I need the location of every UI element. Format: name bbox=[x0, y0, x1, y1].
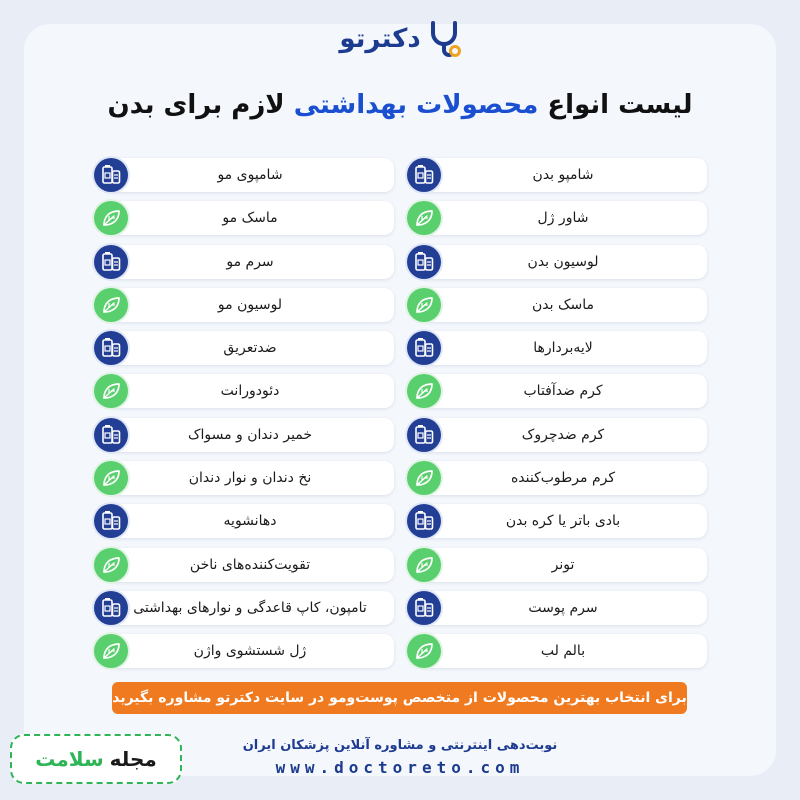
bottle-icon bbox=[94, 158, 128, 192]
bottle-icon bbox=[407, 418, 441, 452]
product-label: خمیر دندان و مسواک bbox=[106, 418, 394, 452]
product-label: لوسیون مو bbox=[106, 288, 394, 322]
product-item bbox=[94, 591, 394, 625]
logo-text: دکترتو bbox=[339, 24, 421, 54]
leaf-icon bbox=[407, 288, 441, 322]
product-label: لایه‌بردارها bbox=[419, 331, 707, 365]
product-label: تامپون، کاپ قاعدگی و نوارهای بهداشتی bbox=[106, 591, 394, 625]
bottle-icon bbox=[94, 245, 128, 279]
product-item bbox=[94, 504, 394, 538]
product-item bbox=[94, 331, 394, 365]
title-part1: لیست انواع bbox=[538, 90, 693, 120]
stethoscope-icon bbox=[427, 19, 461, 59]
product-label: ماسک مو bbox=[106, 201, 394, 235]
brand-logo[interactable] bbox=[0, 14, 800, 64]
footer-url[interactable]: www.doctoreto.com bbox=[275, 758, 525, 777]
bottle-icon bbox=[94, 331, 128, 365]
product-item bbox=[407, 331, 707, 365]
bottle-icon bbox=[407, 331, 441, 365]
product-label: بادی باتر یا کره بدن bbox=[419, 504, 707, 538]
bottle-icon bbox=[94, 591, 128, 625]
product-label: شاور ژل bbox=[419, 201, 707, 235]
bottle-icon bbox=[94, 418, 128, 452]
product-label: سرم مو bbox=[106, 245, 394, 279]
bottle-icon bbox=[407, 591, 441, 625]
product-list-right bbox=[407, 158, 707, 678]
product-item bbox=[407, 158, 707, 192]
bottle-icon bbox=[407, 245, 441, 279]
product-item bbox=[94, 374, 394, 408]
product-label: نخ دندان و نوار دندان bbox=[106, 461, 394, 495]
product-label: ژل شستشوی واژن bbox=[106, 634, 394, 668]
product-item bbox=[94, 418, 394, 452]
product-label: تونر bbox=[419, 548, 707, 582]
product-label: دئودورانت bbox=[106, 374, 394, 408]
product-label: ماسک بدن bbox=[419, 288, 707, 322]
title-part2: لازم برای بدن bbox=[107, 90, 294, 120]
leaf-icon bbox=[94, 288, 128, 322]
product-item bbox=[407, 504, 707, 538]
product-label: شامپو بدن bbox=[419, 158, 707, 192]
product-item bbox=[94, 461, 394, 495]
product-item bbox=[94, 634, 394, 668]
product-label: لوسیون بدن bbox=[419, 245, 707, 279]
page-title bbox=[0, 90, 800, 120]
product-label: تقویت‌کننده‌های ناخن bbox=[106, 548, 394, 582]
product-item bbox=[94, 288, 394, 322]
magazine-badge bbox=[10, 734, 182, 784]
consult-banner[interactable]: برای انتخاب بهترین محصولات از متخصص پوست‌ومو در سایت دکترتو مشاوره بگیرید bbox=[112, 682, 687, 714]
product-item bbox=[407, 634, 707, 668]
leaf-icon bbox=[407, 461, 441, 495]
product-item bbox=[407, 201, 707, 235]
magazine-word1: مجله bbox=[109, 747, 157, 771]
product-label: کرم ضدآفتاب bbox=[419, 374, 707, 408]
magazine-word2: سلامت bbox=[35, 747, 104, 771]
title-accent: محصولات بهداشتی bbox=[293, 90, 539, 120]
leaf-icon bbox=[407, 548, 441, 582]
product-label: سرم پوست bbox=[419, 591, 707, 625]
product-item bbox=[407, 461, 707, 495]
product-item bbox=[407, 591, 707, 625]
product-item bbox=[407, 288, 707, 322]
product-item bbox=[94, 201, 394, 235]
product-label: ضدتعریق bbox=[106, 331, 394, 365]
leaf-icon bbox=[94, 461, 128, 495]
product-item bbox=[407, 245, 707, 279]
product-item bbox=[94, 158, 394, 192]
leaf-icon bbox=[94, 548, 128, 582]
product-label: بالم لب bbox=[419, 634, 707, 668]
footer-tagline: نوبت‌دهی اینترنتی و مشاوره آنلاین پزشکان ایران bbox=[242, 738, 558, 753]
product-label: دهانشویه bbox=[106, 504, 394, 538]
product-label: شامپوی مو bbox=[106, 158, 394, 192]
product-item bbox=[407, 374, 707, 408]
product-item bbox=[94, 548, 394, 582]
product-label: کرم ضدچروک bbox=[419, 418, 707, 452]
bottle-icon bbox=[407, 158, 441, 192]
product-list-left bbox=[94, 158, 394, 678]
product-item bbox=[407, 418, 707, 452]
product-label: کرم مرطوب‌کننده bbox=[419, 461, 707, 495]
product-item bbox=[407, 548, 707, 582]
product-item bbox=[94, 245, 394, 279]
